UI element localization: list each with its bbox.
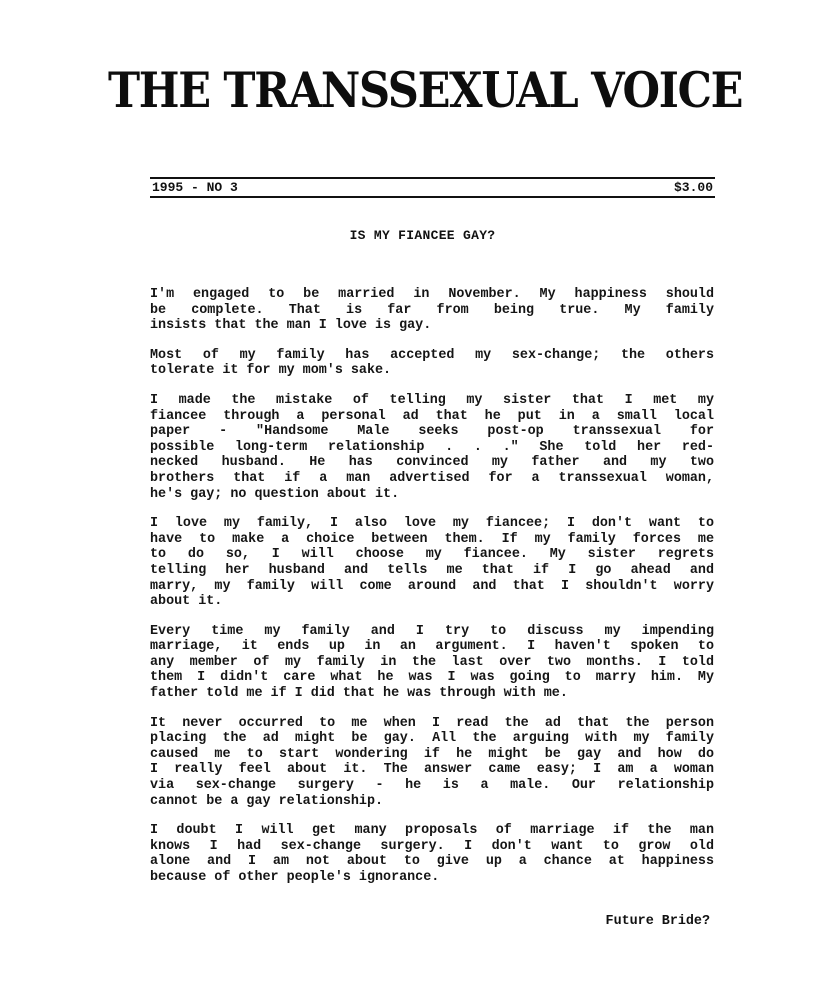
text-line: about it. xyxy=(150,594,223,610)
text-line: Most of my family has accepted my sex-change; the others xyxy=(150,347,714,363)
text-line: knows I had sex-change surgery. I don't want to grow old xyxy=(150,838,714,854)
text-line: any member of my family in the last over two months. I told xyxy=(150,654,714,670)
text-line: he's gay; no question about it. xyxy=(150,486,400,502)
text-line: I doubt I will get many proposals of marriage if the man xyxy=(150,823,714,839)
paragraph xyxy=(150,823,714,885)
text-line: paper - "Handsome Male seeks post-op transsexual for xyxy=(150,424,714,440)
article-body xyxy=(150,287,714,900)
text-line: I love my family, I also love my fiancee; I don't want to xyxy=(150,516,714,532)
text-line: be complete. That is far from being true. My family xyxy=(150,302,714,318)
paragraph xyxy=(150,624,714,702)
text-line: caused me to start wondering if he might be gay and how do xyxy=(150,746,714,762)
text-line: marry, my family will come around and that I shouldn't worry xyxy=(150,578,714,594)
text-line: necked husband. He has convinced my father and my two xyxy=(150,455,714,471)
text-line: I made the mistake of telling my sister that I met my xyxy=(150,392,714,408)
text-line: placing the ad might be gay. All the arguing with my family xyxy=(150,731,714,747)
text-line: father told me if I did that he was through with me. xyxy=(150,686,568,702)
text-line: possible long-term relationship . . ." She told her red- xyxy=(150,439,714,455)
text-line: insists that the man I love is gay. xyxy=(150,318,432,334)
text-line: alone and I am not about to give up a chance at happiness xyxy=(150,854,714,870)
paragraph xyxy=(150,287,714,334)
issue-bar xyxy=(150,177,715,198)
text-line: have to make a choice between them. If my family forces me xyxy=(150,531,714,547)
text-line: brothers that if a man advertised for a transsexual woman, xyxy=(150,470,714,486)
paragraph xyxy=(150,516,714,610)
issue-price: $3.00 xyxy=(673,180,713,195)
text-line: to do so, I will choose my fiancee. My sister regrets xyxy=(150,547,714,563)
article-headline: IS MY FIANCEE GAY? xyxy=(349,228,496,243)
masthead-title: THE TRANSSEXUAL VOICE xyxy=(108,61,743,119)
paragraph xyxy=(150,348,714,379)
text-line: I really feel about it. The answer came easy; I am a woman xyxy=(150,762,714,778)
text-line: fiancee through a personal ad that he put in a small local xyxy=(150,408,714,424)
text-line: I'm engaged to be married in November. My happiness should xyxy=(150,287,714,302)
text-line: tolerate it for my mom's sake. xyxy=(150,363,392,379)
text-line: marriage, it ends up in an argument. I haven't spoken to xyxy=(150,639,714,655)
paragraph xyxy=(150,716,714,810)
issue-number: 1995 - NO 3 xyxy=(152,180,238,195)
text-line: them I didn't care what he was I was going to marry him. My xyxy=(150,670,714,686)
text-line: cannot be a gay relationship. xyxy=(150,793,384,809)
article-signature: Future Bride? xyxy=(605,914,710,929)
text-line: telling her husband and tells me that if I go ahead and xyxy=(150,562,714,578)
paragraph xyxy=(150,393,714,502)
text-line: via sex-change surgery - he is a male. Our relationship xyxy=(150,778,714,794)
text-line: It never occurred to me when I read the ad that the person xyxy=(150,715,714,731)
text-line: Every time my family and I try to discuss my impending xyxy=(150,623,714,639)
text-line: because of other people's ignorance. xyxy=(150,870,440,885)
